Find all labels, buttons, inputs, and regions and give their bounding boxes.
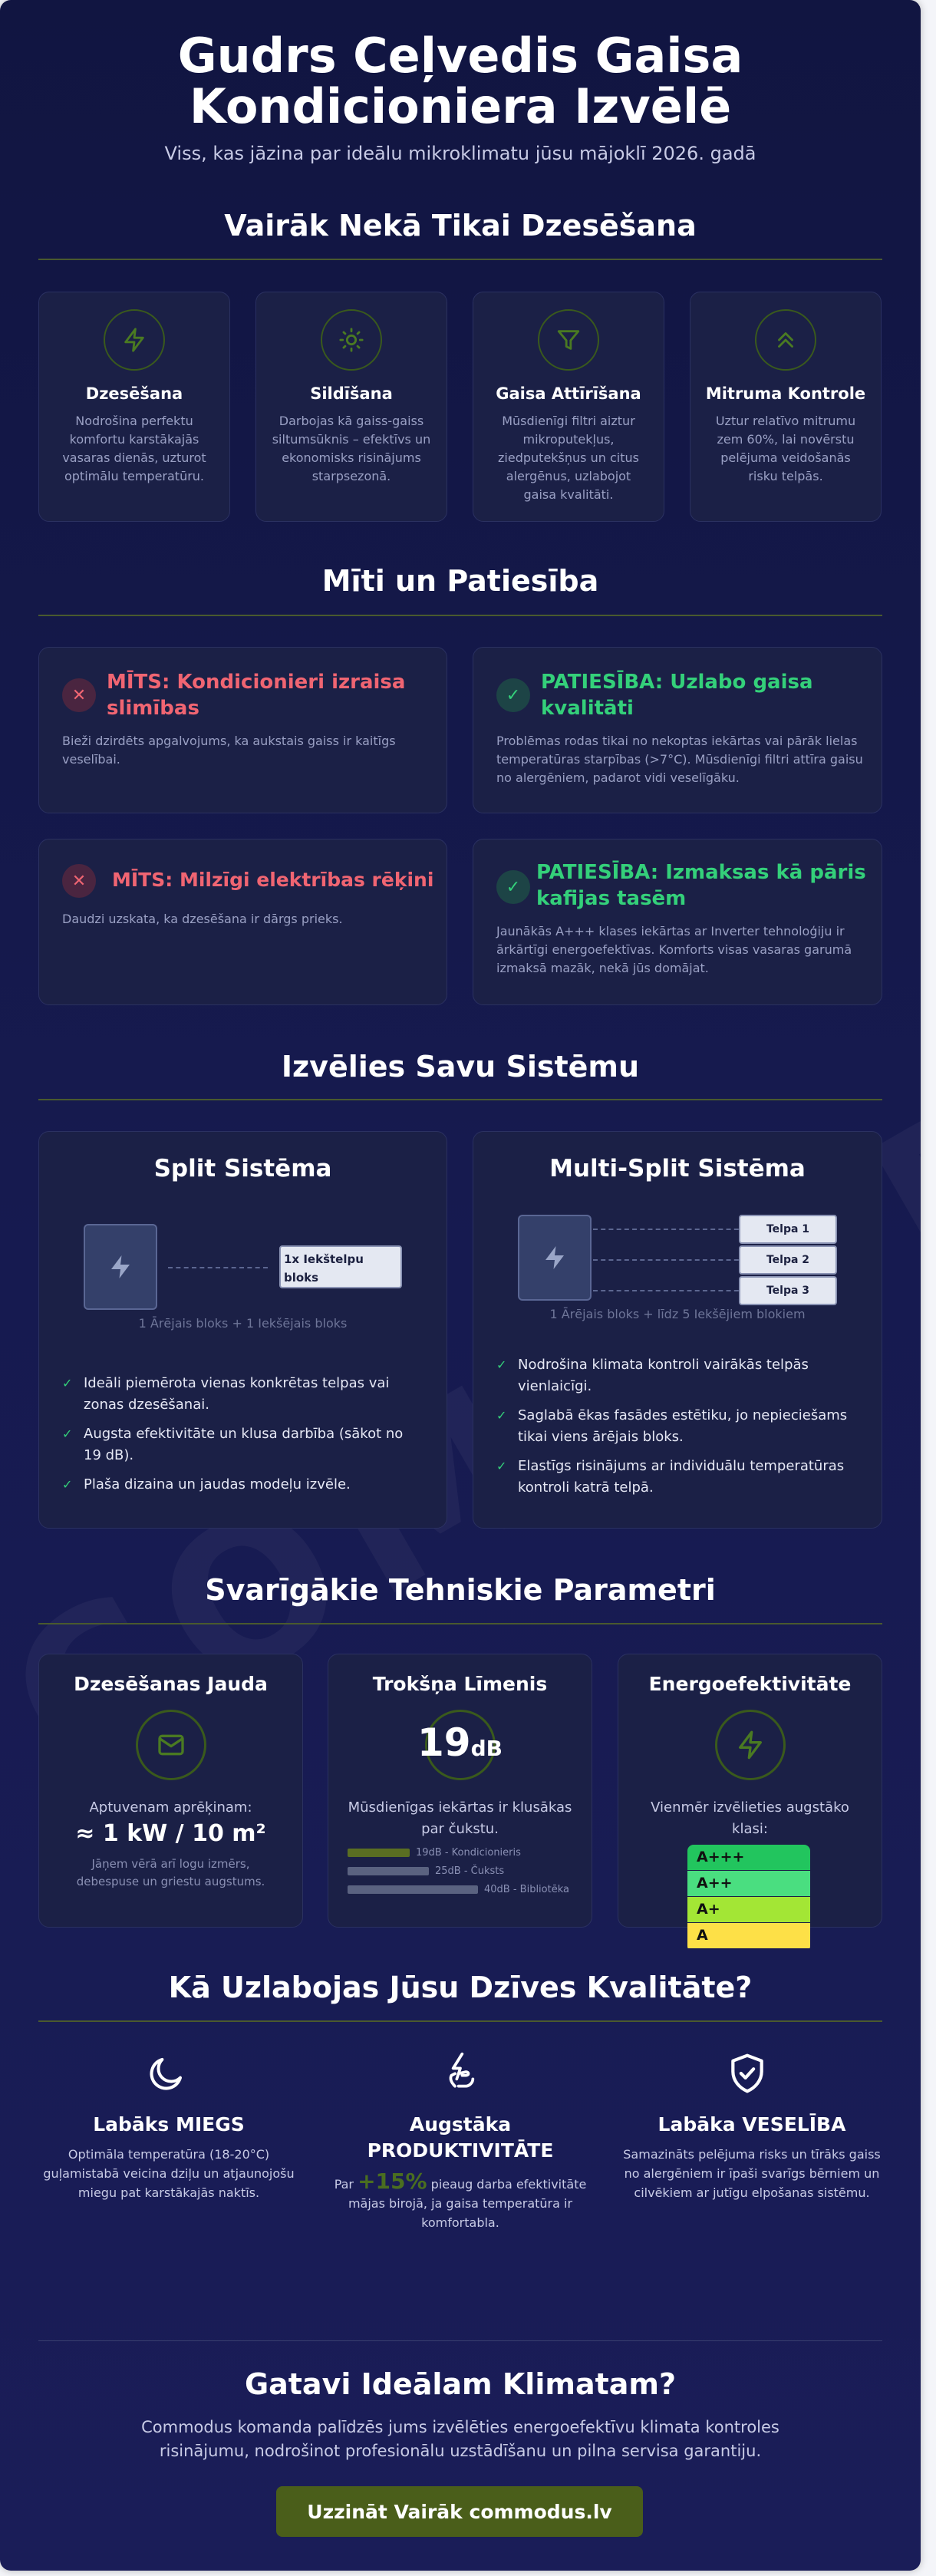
energy-text: Vienmēr izvēlieties augstāko klasi: xyxy=(651,1799,849,1837)
split-caption: 1 Ārējais bloks + 1 Iekšējais bloks xyxy=(138,1316,348,1331)
noise-bar-label: 25dB - Čuksts xyxy=(435,1865,505,1877)
envelope-icon xyxy=(136,1710,206,1780)
energy-class: A+ xyxy=(687,1897,810,1922)
connection-line xyxy=(593,1290,746,1291)
page-title: Gudrs Ceļvedis Gaisa Kondicioniera Izvēlē xyxy=(177,28,743,134)
section-divider xyxy=(38,615,882,616)
truth-card xyxy=(473,647,882,813)
myth-text: Bieži dzirdēts apgalvojums, ka aukstais gaiss ir kaitīgs veselībai. xyxy=(62,734,396,767)
list-item: ✓ Plaša dizaina un jaudas modeļu izvēle. xyxy=(62,1474,423,1496)
noise-card xyxy=(328,1654,592,1928)
sun-icon xyxy=(321,309,382,371)
multi-split-card xyxy=(473,1131,882,1529)
feature-title: Gaisa Attīrīšana xyxy=(496,384,641,403)
feature-title: Mitruma Kontrole xyxy=(705,384,866,403)
check-icon: ✓ xyxy=(496,1357,507,1372)
truth-card xyxy=(473,839,882,1005)
features-title: Vairāk Nekā Tikai Dzesēšana xyxy=(224,209,697,242)
check-icon: ✓ xyxy=(62,1427,73,1441)
list-item: ✓ Saglabā ēkas fasādes estētiku, jo nepieciešams tikai viens ārējais bloks. xyxy=(496,1405,857,1448)
section-divider xyxy=(38,259,882,260)
noise-bar xyxy=(348,1849,410,1857)
multi-benefits xyxy=(496,1354,857,1506)
feature-text: Darbojas kā gaiss-gaiss siltumsūknis – efektīvs un ekonomisks risinājums starpsezonā. xyxy=(272,414,431,483)
feature-text: Mūsdienīgi filtri aiztur mikroputekļus, ziedputekšņus un citus alergēnus, uzlabojot gaisa kvalitāti. xyxy=(498,414,639,502)
quality-title-productivity: Augstāka PRODUKTIVITĀTE xyxy=(367,2113,554,2162)
check-icon: ✓ xyxy=(496,1408,507,1423)
noise-bars xyxy=(348,1846,578,1915)
shield-check-icon xyxy=(726,2052,769,2098)
section-divider xyxy=(38,2340,882,2341)
noise-bar xyxy=(348,1885,478,1894)
feature-card-heating xyxy=(255,292,447,522)
lightning-icon xyxy=(541,1244,569,1272)
chevrons-up-icon xyxy=(755,309,816,371)
multi-title: Multi-Split Sistēma xyxy=(549,1155,806,1182)
energy-class-scale xyxy=(687,1845,810,1952)
lightning-icon xyxy=(104,309,165,371)
list-item: ✓ Ideāli piemērota vienas konkrētas telpas vai zonas dzesēšanai. xyxy=(62,1373,423,1416)
moon-icon xyxy=(146,2053,187,2097)
list-item: ✓ Elastīgs risinājums ar individuālu temperatūras kontroli katrā telpā. xyxy=(496,1456,857,1499)
room-unit: Telpa 3 xyxy=(739,1276,837,1305)
connection-line xyxy=(593,1229,746,1230)
outdoor-unit xyxy=(518,1215,592,1301)
myth-title: MĪTS: Kondicionieri izraisa slimības xyxy=(107,671,406,720)
systems-title: Izvēlies Savu Sistēmu xyxy=(281,1050,640,1084)
quality-title: Kā Uzlabojas Jūsu Dzīves Kvalitāte? xyxy=(168,1971,753,2004)
check-icon: ✓ xyxy=(496,678,530,712)
energy-class: A++ xyxy=(687,1871,810,1896)
filter-icon xyxy=(538,309,599,371)
energy-class: A+++ xyxy=(687,1845,810,1870)
truth-text: Problēmas rodas tikai no nekoptas iekārtas vai pārāk lielas temperatūras starpības (>7°C). Mūsdienīgi filtri attīra gaisu no alergēniem, padarot vidi veselīgāku. xyxy=(496,734,863,785)
list-item: ✓ Nodrošina klimata kontroli vairākās telpās vienlaicīgi. xyxy=(496,1354,857,1397)
energy-card xyxy=(618,1654,882,1944)
noise-bar xyxy=(348,1867,429,1875)
close-icon: ✕ xyxy=(62,864,96,898)
check-icon: ✓ xyxy=(496,870,530,904)
productivity-highlight: +15% xyxy=(358,2169,427,2194)
power-note: Jāņem vērā arī logu izmērs, debespuse un griestu augstums. xyxy=(76,1857,265,1888)
check-icon: ✓ xyxy=(496,1459,507,1473)
noise-bar-label: 19dB - Kondicionieris xyxy=(416,1847,521,1859)
learn-more-button[interactable]: Uzzināt Vairāk commodus.lv xyxy=(276,2486,643,2537)
split-system-card xyxy=(38,1131,447,1529)
quality-title-sleep: Labāks MIEGS xyxy=(93,2113,245,2136)
energy-title: Energoefektivitāte xyxy=(648,1673,852,1695)
split-benefits xyxy=(62,1373,423,1503)
lightning-icon xyxy=(715,1710,786,1780)
feature-title: Sildīšana xyxy=(310,384,393,403)
noise-text: Mūsdienīgas iekārtas ir klusākas par čukstu. xyxy=(348,1799,572,1837)
power-value: ≈ 1 kW / 10 m² xyxy=(75,1820,266,1847)
truth-title: PATIESĪBA: Izmaksas kā pāris kafijas tasēm xyxy=(536,861,866,910)
split-title: Split Sistēma xyxy=(153,1155,332,1182)
energy-class: A xyxy=(687,1923,810,1948)
list-item: ✓ Augsta efektivitāte un klusa darbība (sākot no 19 dB). xyxy=(62,1423,423,1466)
feature-card-purification xyxy=(473,292,664,522)
cta-title: Gatavi Ideālam Klimatam? xyxy=(244,2367,677,2401)
noise-value: 19 xyxy=(417,1720,471,1765)
myth-title: MĪTS: Milzīgi elektrības rēķini xyxy=(112,869,434,891)
feature-text: Uztur relatīvo mitrumu zem 60%, lai novērstu pelējuma veidošanās risku telpās. xyxy=(715,414,856,483)
truth-title: PATIESĪBA: Uzlabo gaisa kvalitāti xyxy=(541,671,813,720)
quality-text-productivity: Par +15% pieaug darba efektivitāte mājas birojā, ja gaisa temperatūra ir komfortabla. xyxy=(334,2169,587,2230)
noise-unit: dB xyxy=(470,1736,503,1761)
quality-text-sleep: Optimāla temperatūra (18-20°C) guļamistabā veicina dziļu un atjaunojošu miegu pat karstākajās naktīs. xyxy=(43,2147,295,2200)
noise-bar-label: 40dB - Bibliotēka xyxy=(484,1884,569,1895)
room-unit: Telpa 2 xyxy=(739,1245,837,1275)
check-icon: ✓ xyxy=(62,1477,73,1492)
connection-line xyxy=(593,1259,746,1261)
power-card xyxy=(38,1654,303,1928)
check-icon: ✓ xyxy=(62,1376,73,1390)
myth-text: Daudzi uzskata, ka dzesēšana ir dārgs prieks. xyxy=(62,912,343,926)
feature-card-humidity xyxy=(690,292,882,522)
power-title: Dzesēšanas Jauda xyxy=(74,1673,268,1695)
close-icon: ✕ xyxy=(62,678,96,712)
section-divider xyxy=(38,1623,882,1624)
quality-title-health: Labāka VESELĪBA xyxy=(658,2113,846,2136)
outdoor-unit xyxy=(84,1224,157,1310)
page-subtitle: Viss, kas jāzina par ideālu mikroklimatu jūsu mājoklī 2026. gadā xyxy=(164,143,756,164)
indoor-unit: 1x Iekštelpu bloks xyxy=(279,1245,402,1288)
quality-text-health: Samazināts pelējuma risks un tīrāks gaiss no alergēniem ir īpaši svarīgs bērniem un cilvēkiem ar jutīgu elpošanas sistēmu. xyxy=(623,2147,881,2200)
noise-title: Trokšņa Līmenis xyxy=(372,1673,548,1695)
section-divider xyxy=(38,1099,882,1100)
tech-title: Svarīgākie Tehniskie Parametri xyxy=(205,1573,716,1607)
feature-card-cooling xyxy=(38,292,230,522)
section-divider xyxy=(38,2020,882,2022)
myth-card xyxy=(38,839,447,1005)
hand-lightning-icon xyxy=(439,2050,482,2096)
feature-text: Nodrošina perfektu komfortu karstākajās vasaras dienās, uzturot optimālu temperatūru. xyxy=(62,414,206,483)
feature-title: Dzesēšana xyxy=(85,384,183,403)
myths-title: Mīti un Patiesība xyxy=(321,564,599,598)
myth-card xyxy=(38,647,447,813)
power-label: Aptuvenam aprēķinam: xyxy=(89,1799,252,1816)
lightning-icon xyxy=(107,1253,134,1281)
cta-text: Commodus komanda palīdzēs jums izvēlēties energoefektīvu klimata kontroles risinājumu, nodrošinot profesionālu uzstādīšanu un pilna servisa garantiju. xyxy=(141,2418,779,2460)
room-unit: Telpa 1 xyxy=(739,1215,837,1244)
truth-text: Jaunākās A+++ klases iekārtas ar Inverter tehnoloģiju ir ārkārtīgi energoefektīvas. Komforts visas vasaras garumā izmaksā mazāk, nekā jūs domājat. xyxy=(496,924,852,975)
connection-line xyxy=(168,1267,268,1268)
multi-caption: 1 Ārējais bloks + līdz 5 Iekšējiem blokiem xyxy=(549,1307,806,1321)
noise-value-wrap xyxy=(328,1720,592,1766)
